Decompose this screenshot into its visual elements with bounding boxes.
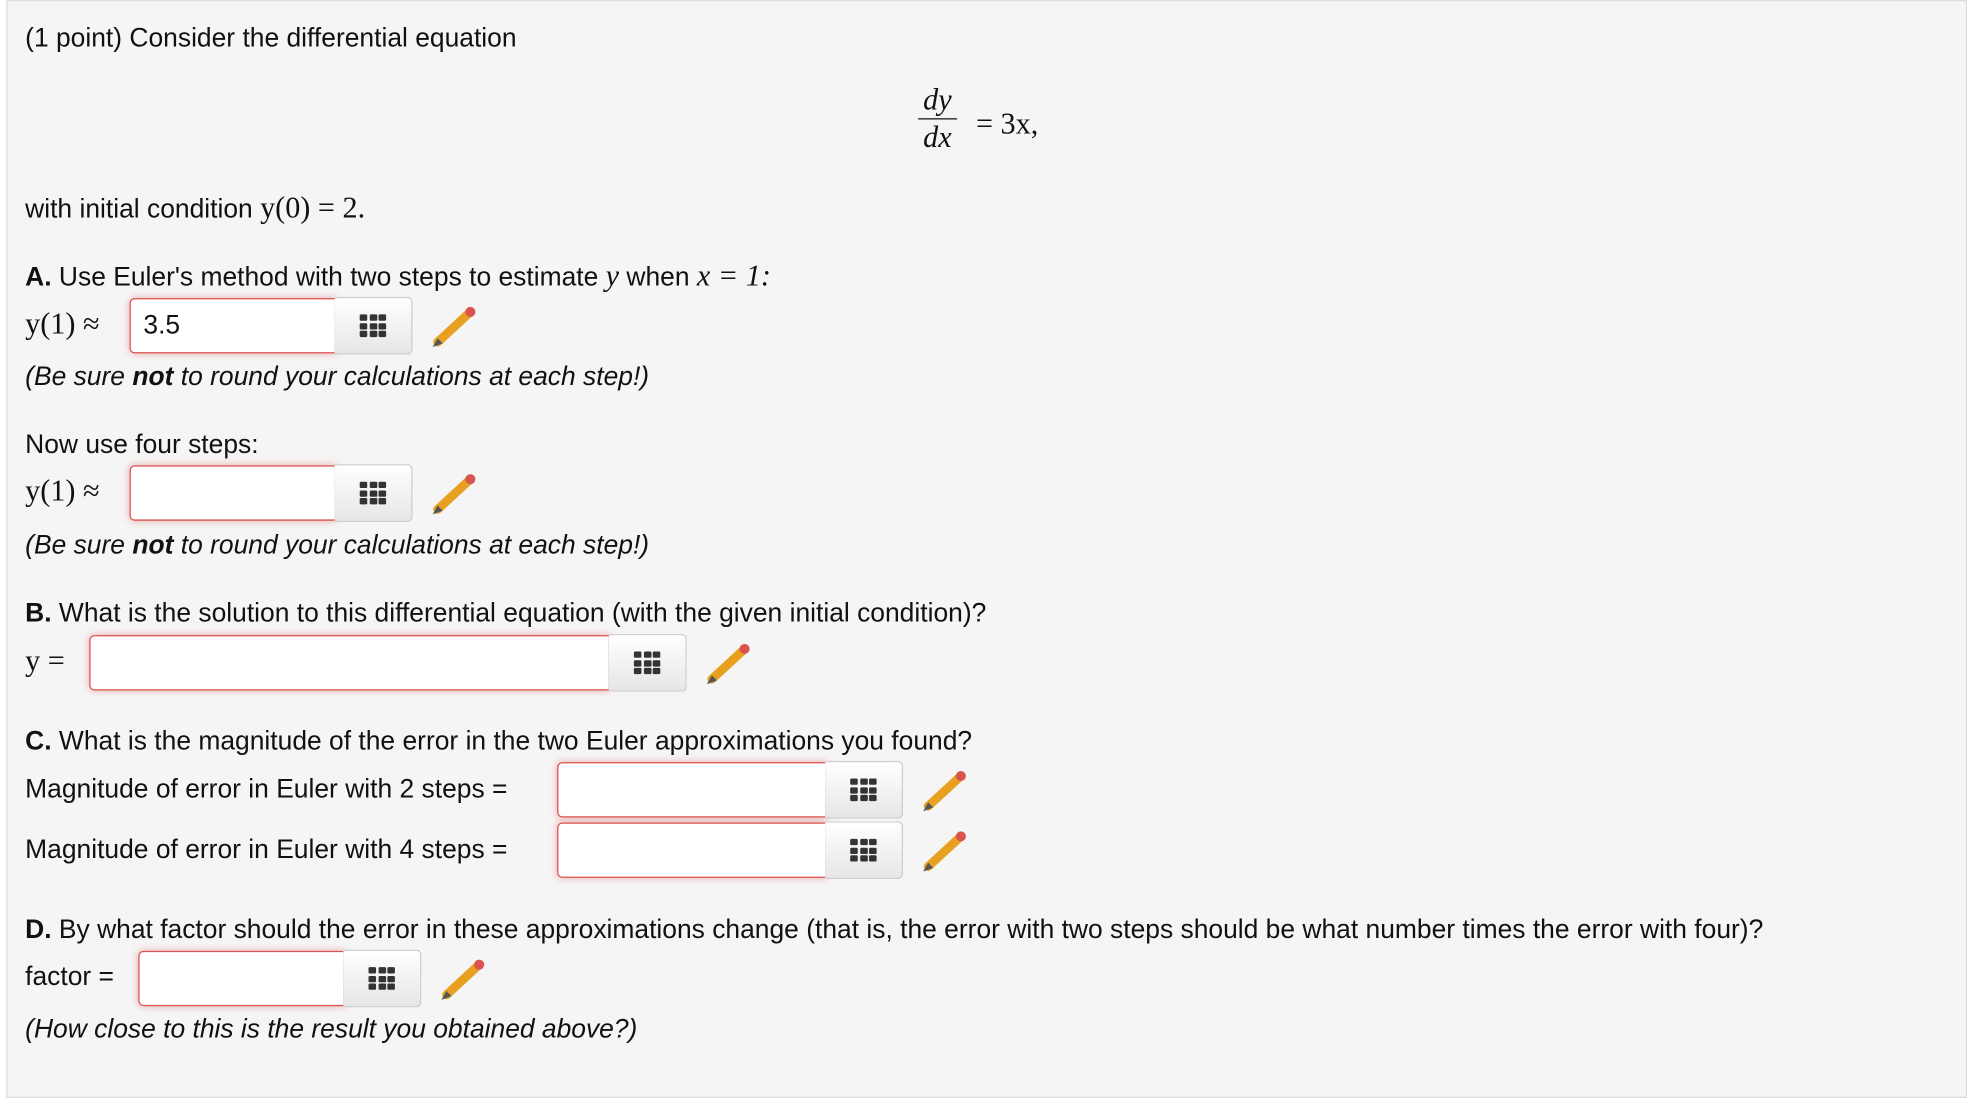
- part-c-label: C.: [25, 726, 52, 756]
- two-steps-answer-input[interactable]: [130, 298, 336, 353]
- fraction-denominator: dx: [923, 121, 952, 155]
- equation-editor-button[interactable]: [609, 634, 687, 692]
- when-text: when: [626, 262, 690, 292]
- equation-editor-button[interactable]: [335, 464, 413, 522]
- problem-intro: [25, 23, 516, 56]
- initial-condition-text: with initial condition: [25, 194, 253, 224]
- pencil-icon[interactable]: [702, 641, 752, 686]
- x-condition: x = 1:: [696, 260, 771, 294]
- var-y: y: [605, 260, 620, 294]
- factor-input[interactable]: [138, 951, 344, 1006]
- note-pre: (Be sure: [25, 530, 125, 560]
- initial-condition: [25, 192, 365, 226]
- fraction-numerator: dy: [918, 83, 957, 119]
- grid-icon: [850, 839, 876, 862]
- part-a-label: A.: [25, 262, 52, 292]
- part-b-question: [25, 597, 986, 630]
- part-d-label: D.: [25, 915, 52, 945]
- factor-note: (How close to this is the result you obtained above?): [25, 1014, 638, 1044]
- rounding-note: [25, 529, 649, 562]
- part-a-question: [25, 260, 771, 294]
- pencil-icon[interactable]: [436, 957, 486, 1002]
- note-post: to round your calculations at each step!): [180, 362, 650, 392]
- part-a-text: Use Euler's method with two steps to estimate: [58, 262, 599, 292]
- equation-fraction: [918, 83, 957, 157]
- grid-icon: [360, 482, 386, 505]
- part-d-question: [25, 914, 1763, 947]
- error-four-steps-label: Magnitude of error in Euler with 4 steps =: [25, 835, 508, 865]
- y-equals-label: y =: [25, 645, 65, 678]
- equation-editor-button[interactable]: [335, 297, 413, 355]
- four-steps-label: Now use four steps:: [25, 430, 259, 460]
- pencil-icon[interactable]: [428, 472, 478, 517]
- equation-editor-button[interactable]: [343, 950, 421, 1008]
- error-two-steps-label: Magnitude of error in Euler with 2 steps =: [25, 774, 508, 804]
- part-c-text: What is the magnitude of the error in the two Euler approximations you found?: [58, 726, 973, 756]
- factor-label: factor =: [25, 962, 114, 992]
- part-b-label: B.: [25, 598, 52, 628]
- pencil-icon[interactable]: [428, 304, 478, 349]
- pencil-icon[interactable]: [918, 829, 968, 874]
- part-b-text: What is the solution to this differential equation (with the given initial condition)?: [58, 598, 987, 628]
- error-two-steps-input[interactable]: [557, 762, 826, 817]
- pencil-icon[interactable]: [918, 768, 968, 813]
- y1-label-two-steps: y(1) ≈: [25, 308, 100, 341]
- grid-icon: [634, 651, 660, 674]
- solution-input[interactable]: [89, 635, 610, 690]
- initial-condition-math: y(0) = 2.: [260, 192, 366, 226]
- note-bold: not: [132, 362, 174, 392]
- part-d-text: By what factor should the error in these approximations change (that is, the error with two steps should be what number times the error with four)?: [58, 915, 1764, 945]
- rounding-note: [25, 361, 649, 394]
- note-bold: not: [132, 530, 174, 560]
- grid-icon: [360, 314, 386, 337]
- note-pre: (Be sure: [25, 362, 125, 392]
- note-post: to round your calculations at each step!): [180, 530, 650, 560]
- part-c-question: [25, 726, 972, 759]
- error-four-steps-input[interactable]: [557, 823, 826, 878]
- equation-rhs: = 3x,: [975, 108, 1039, 141]
- four-steps-answer-input[interactable]: [130, 465, 336, 520]
- grid-icon: [850, 779, 876, 802]
- equation-editor-button[interactable]: [825, 821, 903, 879]
- points-label: (1 point): [25, 23, 123, 53]
- equation-editor-button[interactable]: [825, 761, 903, 819]
- y1-label-four-steps: y(1) ≈: [25, 475, 100, 509]
- intro-text: Consider the differential equation: [129, 23, 517, 53]
- grid-icon: [369, 967, 395, 990]
